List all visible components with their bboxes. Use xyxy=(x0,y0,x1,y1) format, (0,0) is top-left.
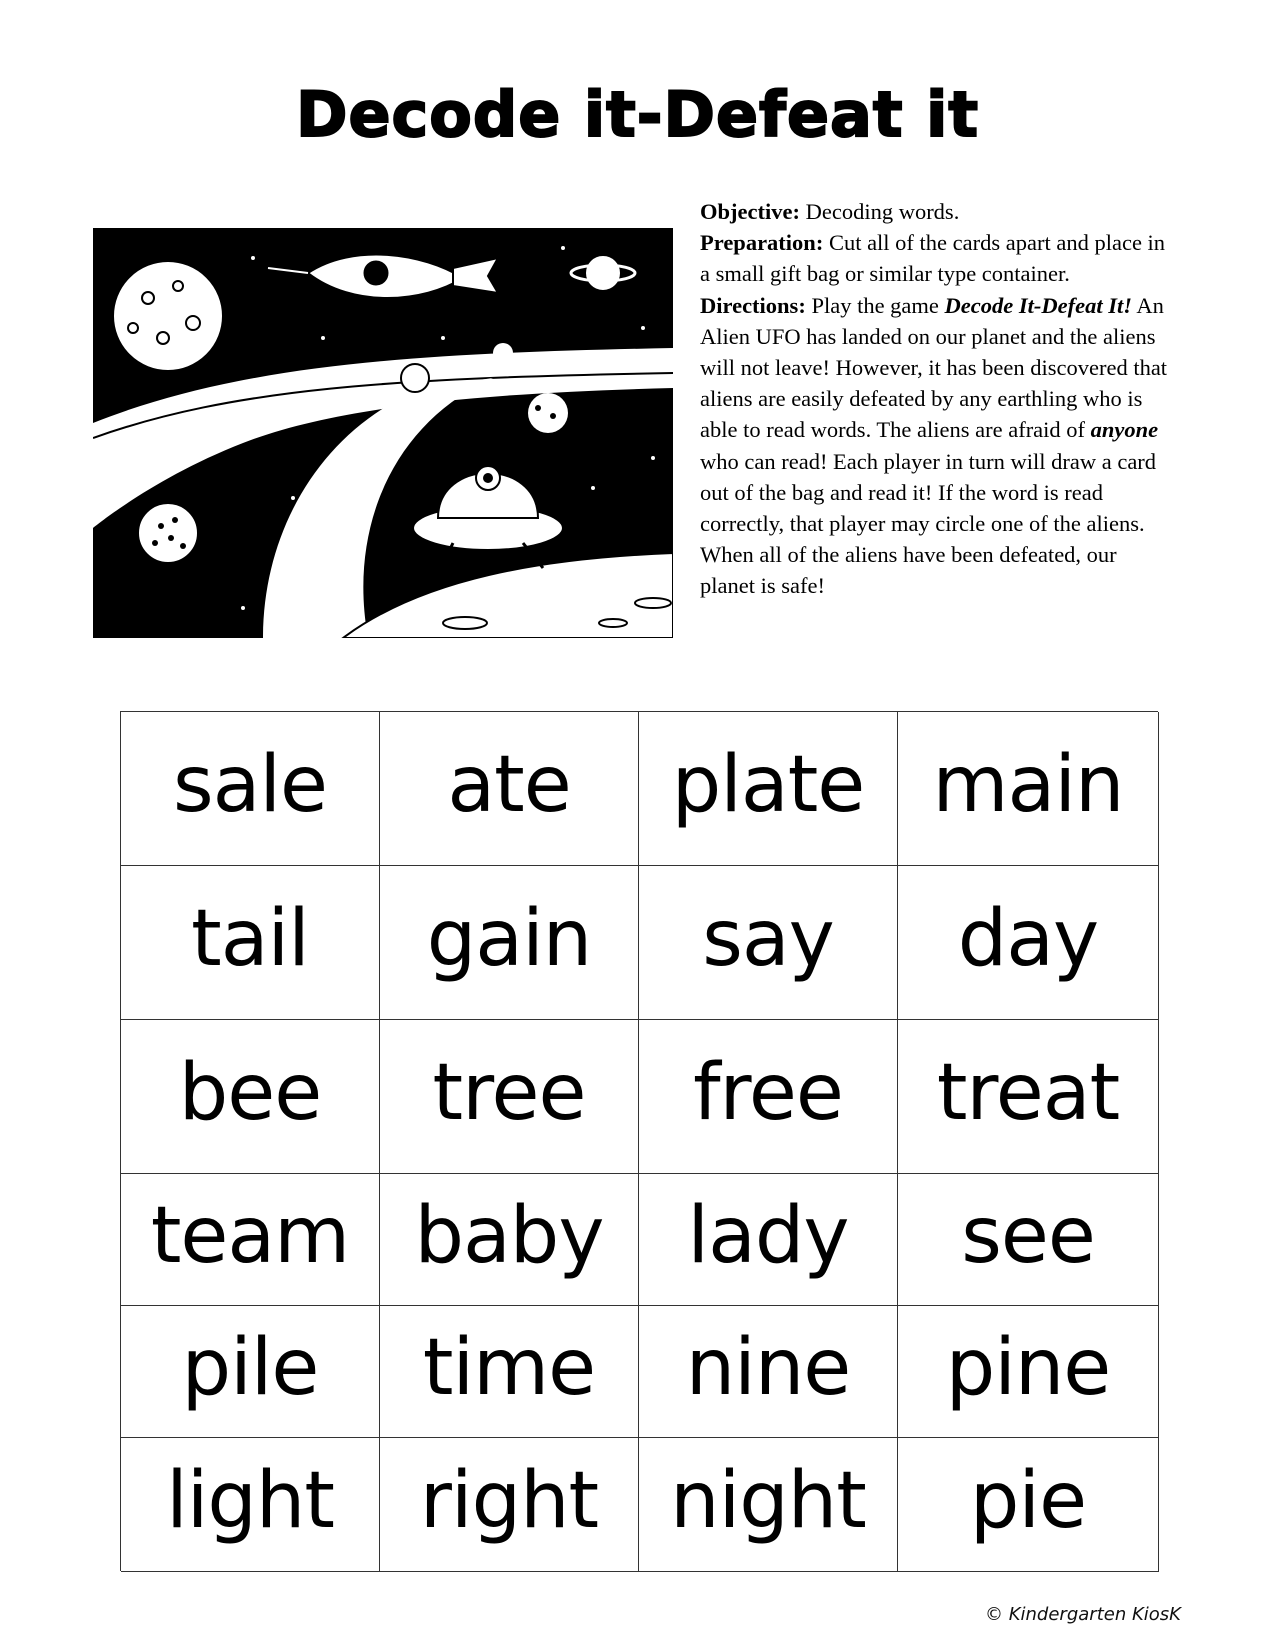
word-card: tail xyxy=(121,866,380,1020)
page-title: Decode it-Defeat it xyxy=(296,78,979,151)
word-card: main xyxy=(898,712,1159,866)
word-card: light xyxy=(121,1438,380,1572)
word-card: say xyxy=(639,866,898,1020)
directions-text-3: who can read! Each player in turn will draw a card out of the bag and read it! If the word is read correctly, that player may circle one of the aliens. When all of the aliens have been defeated, our planet is safe! xyxy=(700,448,1157,599)
directions-text-2: An Alien UFO has landed on our planet and the aliens will not leave! However, it has been discovered that aliens are easily defeated by any earthling who is able to read words. The aliens are afraid of xyxy=(700,292,1168,443)
directions-label: Directions: xyxy=(700,292,806,318)
word-card: ate xyxy=(380,712,639,866)
word-card: day xyxy=(898,866,1159,1020)
instructions xyxy=(700,196,1170,602)
word-card: right xyxy=(380,1438,639,1572)
directions-game-name: Decode It-Defeat It! xyxy=(944,292,1132,318)
word-card: pine xyxy=(898,1306,1159,1438)
preparation-text: Cut all of the cards apart and place in a small gift bag or similar type container. xyxy=(700,230,1166,287)
word-card-grid xyxy=(120,711,1158,1571)
word-card: tree xyxy=(380,1020,639,1174)
word-card: bee xyxy=(121,1020,380,1174)
objective xyxy=(700,196,1170,227)
word-card: pie xyxy=(898,1438,1159,1572)
directions xyxy=(700,290,1170,602)
word-card: free xyxy=(639,1020,898,1174)
word-card: lady xyxy=(639,1174,898,1306)
word-card: treat xyxy=(898,1020,1159,1174)
copyright-notice: © Kindergarten KiosK xyxy=(985,1604,1181,1625)
word-card: pile xyxy=(121,1306,380,1438)
objective-text: Decoding words. xyxy=(799,199,960,224)
directions-emphasis: anyone xyxy=(1090,417,1159,443)
preparation xyxy=(700,227,1170,289)
word-card: time xyxy=(380,1306,639,1438)
word-card: nine xyxy=(639,1306,898,1438)
objective-label: Objective: xyxy=(700,199,800,224)
preparation-label: Preparation: xyxy=(700,230,824,256)
word-card: see xyxy=(898,1174,1159,1306)
word-card: baby xyxy=(380,1174,639,1306)
word-card: gain xyxy=(380,866,639,1020)
word-card: night xyxy=(639,1438,898,1572)
word-card: sale xyxy=(121,712,380,866)
word-card: team xyxy=(121,1174,380,1306)
directions-text-1: Play the game xyxy=(805,292,945,318)
word-card: plate xyxy=(639,712,898,866)
space-illustration xyxy=(93,228,673,638)
space-alien-ufo-illustration xyxy=(93,228,673,638)
